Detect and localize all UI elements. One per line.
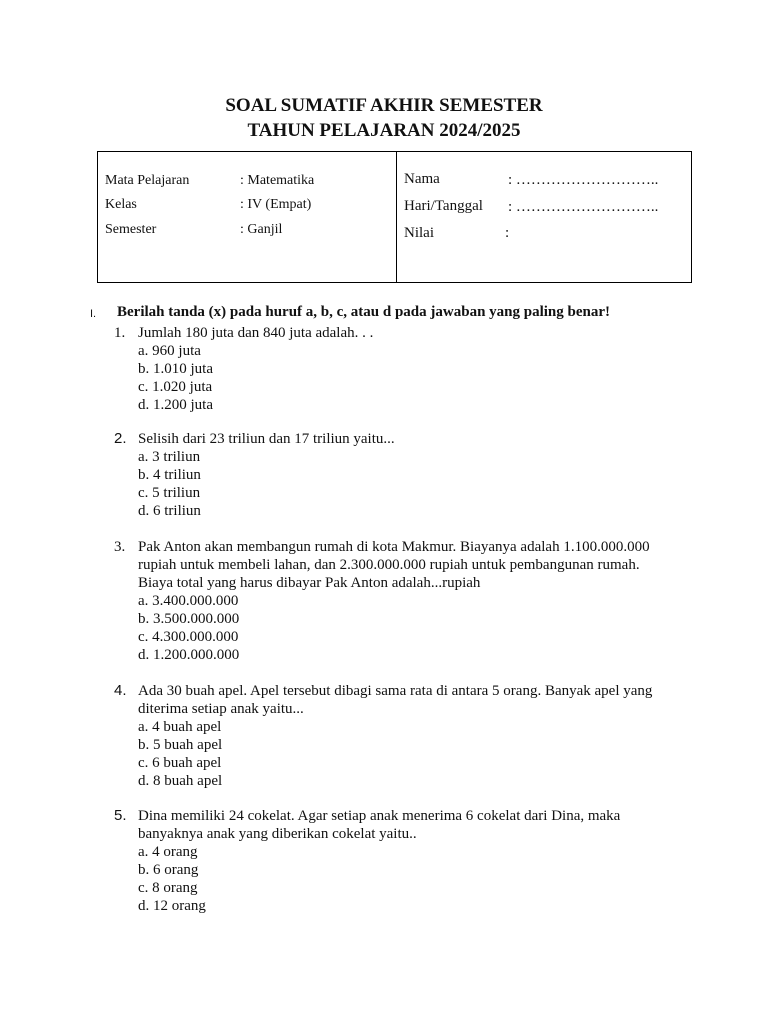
option-a[interactable]: a. 3.400.000.000 (138, 593, 239, 609)
question-number: 1. (114, 325, 126, 341)
option-a[interactable]: a. 960 juta (138, 343, 201, 359)
question-number: 5. (114, 807, 127, 824)
option-a[interactable]: a. 3 triliun (138, 449, 201, 465)
section-number: I. (90, 308, 97, 320)
score-label: Nilai (404, 225, 434, 241)
option-d[interactable]: d. 12 orang (138, 898, 206, 914)
option-a[interactable]: a. 4 buah apel (138, 719, 222, 735)
page-title: SOAL SUMATIF AKHIR SEMESTER (225, 95, 543, 116)
question-5 (114, 807, 674, 915)
option-b[interactable]: b. 6 orang (138, 862, 199, 878)
option-d[interactable]: d. 8 buah apel (138, 773, 223, 789)
section-instruction: Berilah tanda (x) pada huruf a, b, c, atau d pada jawaban yang paling benar! (117, 304, 611, 320)
question-4 (114, 682, 674, 790)
option-d[interactable]: d. 1.200.000.000 (138, 647, 240, 663)
option-c[interactable]: c. 5 triliun (138, 485, 201, 501)
identity-box (97, 151, 692, 283)
question-number: 3. (114, 539, 126, 555)
option-d[interactable]: d. 6 triliun (138, 503, 201, 519)
class-value: : IV (Empat) (240, 197, 312, 212)
semester-label: Semester (105, 222, 157, 237)
identity-box-divider (396, 152, 397, 282)
option-b[interactable]: b. 3.500.000.000 (138, 611, 240, 627)
question-3 (114, 538, 674, 664)
score-field[interactable]: : (505, 225, 510, 241)
subject-label: Mata Pelajaran (105, 173, 190, 188)
question-text: Ada 30 buah apel. Apel tersebut dibagi sama rata di antara 5 orang. Banyak apel yang diterima setiap anak yaitu... (138, 683, 653, 717)
question-text: Pak Anton akan membangun rumah di kota Makmur. Biayanya adalah 1.100.000.000 rupiah untuk membeli lahan, dan 2.300.000.000 rupiah untuk pembangunan rumah. Biaya total yang harus dibayar Pak Anton adalah...rupiah (138, 539, 650, 591)
page-subtitle: TAHUN PELAJARAN 2024/2025 (247, 120, 521, 141)
question-text: Dina memiliki 24 cokelat. Agar setiap anak menerima 6 cokelat dari Dina, maka banyaknya anak yang diberikan cokelat yaitu.. (138, 808, 621, 842)
date-field[interactable]: : ……………………….. (508, 199, 659, 215)
question-text: Selisih dari 23 triliun dan 17 triliun yaitu... (138, 431, 395, 447)
option-d[interactable]: d. 1.200 juta (138, 397, 213, 413)
option-c[interactable]: c. 6 buah apel (138, 755, 222, 771)
option-c[interactable]: c. 8 orang (138, 880, 198, 896)
class-label: Kelas (105, 197, 137, 212)
question-1 (114, 324, 674, 414)
name-field[interactable]: : ……………………….. (508, 172, 659, 188)
question-number: 4. (114, 682, 127, 699)
option-c[interactable]: c. 1.020 juta (138, 379, 213, 395)
question-number: 2. (114, 430, 127, 447)
semester-value: : Ganjil (240, 222, 283, 237)
question-2 (114, 430, 674, 520)
option-b[interactable]: b. 4 triliun (138, 467, 201, 483)
option-c[interactable]: c. 4.300.000.000 (138, 629, 239, 645)
option-a[interactable]: a. 4 orang (138, 844, 198, 860)
subject-value: : Matematika (240, 173, 315, 188)
option-b[interactable]: b. 1.010 juta (138, 361, 213, 377)
option-b[interactable]: b. 5 buah apel (138, 737, 223, 753)
name-label: Nama (404, 171, 440, 187)
question-text: Jumlah 180 juta dan 840 juta adalah. . . (138, 325, 374, 341)
date-label: Hari/Tanggal (404, 198, 483, 214)
